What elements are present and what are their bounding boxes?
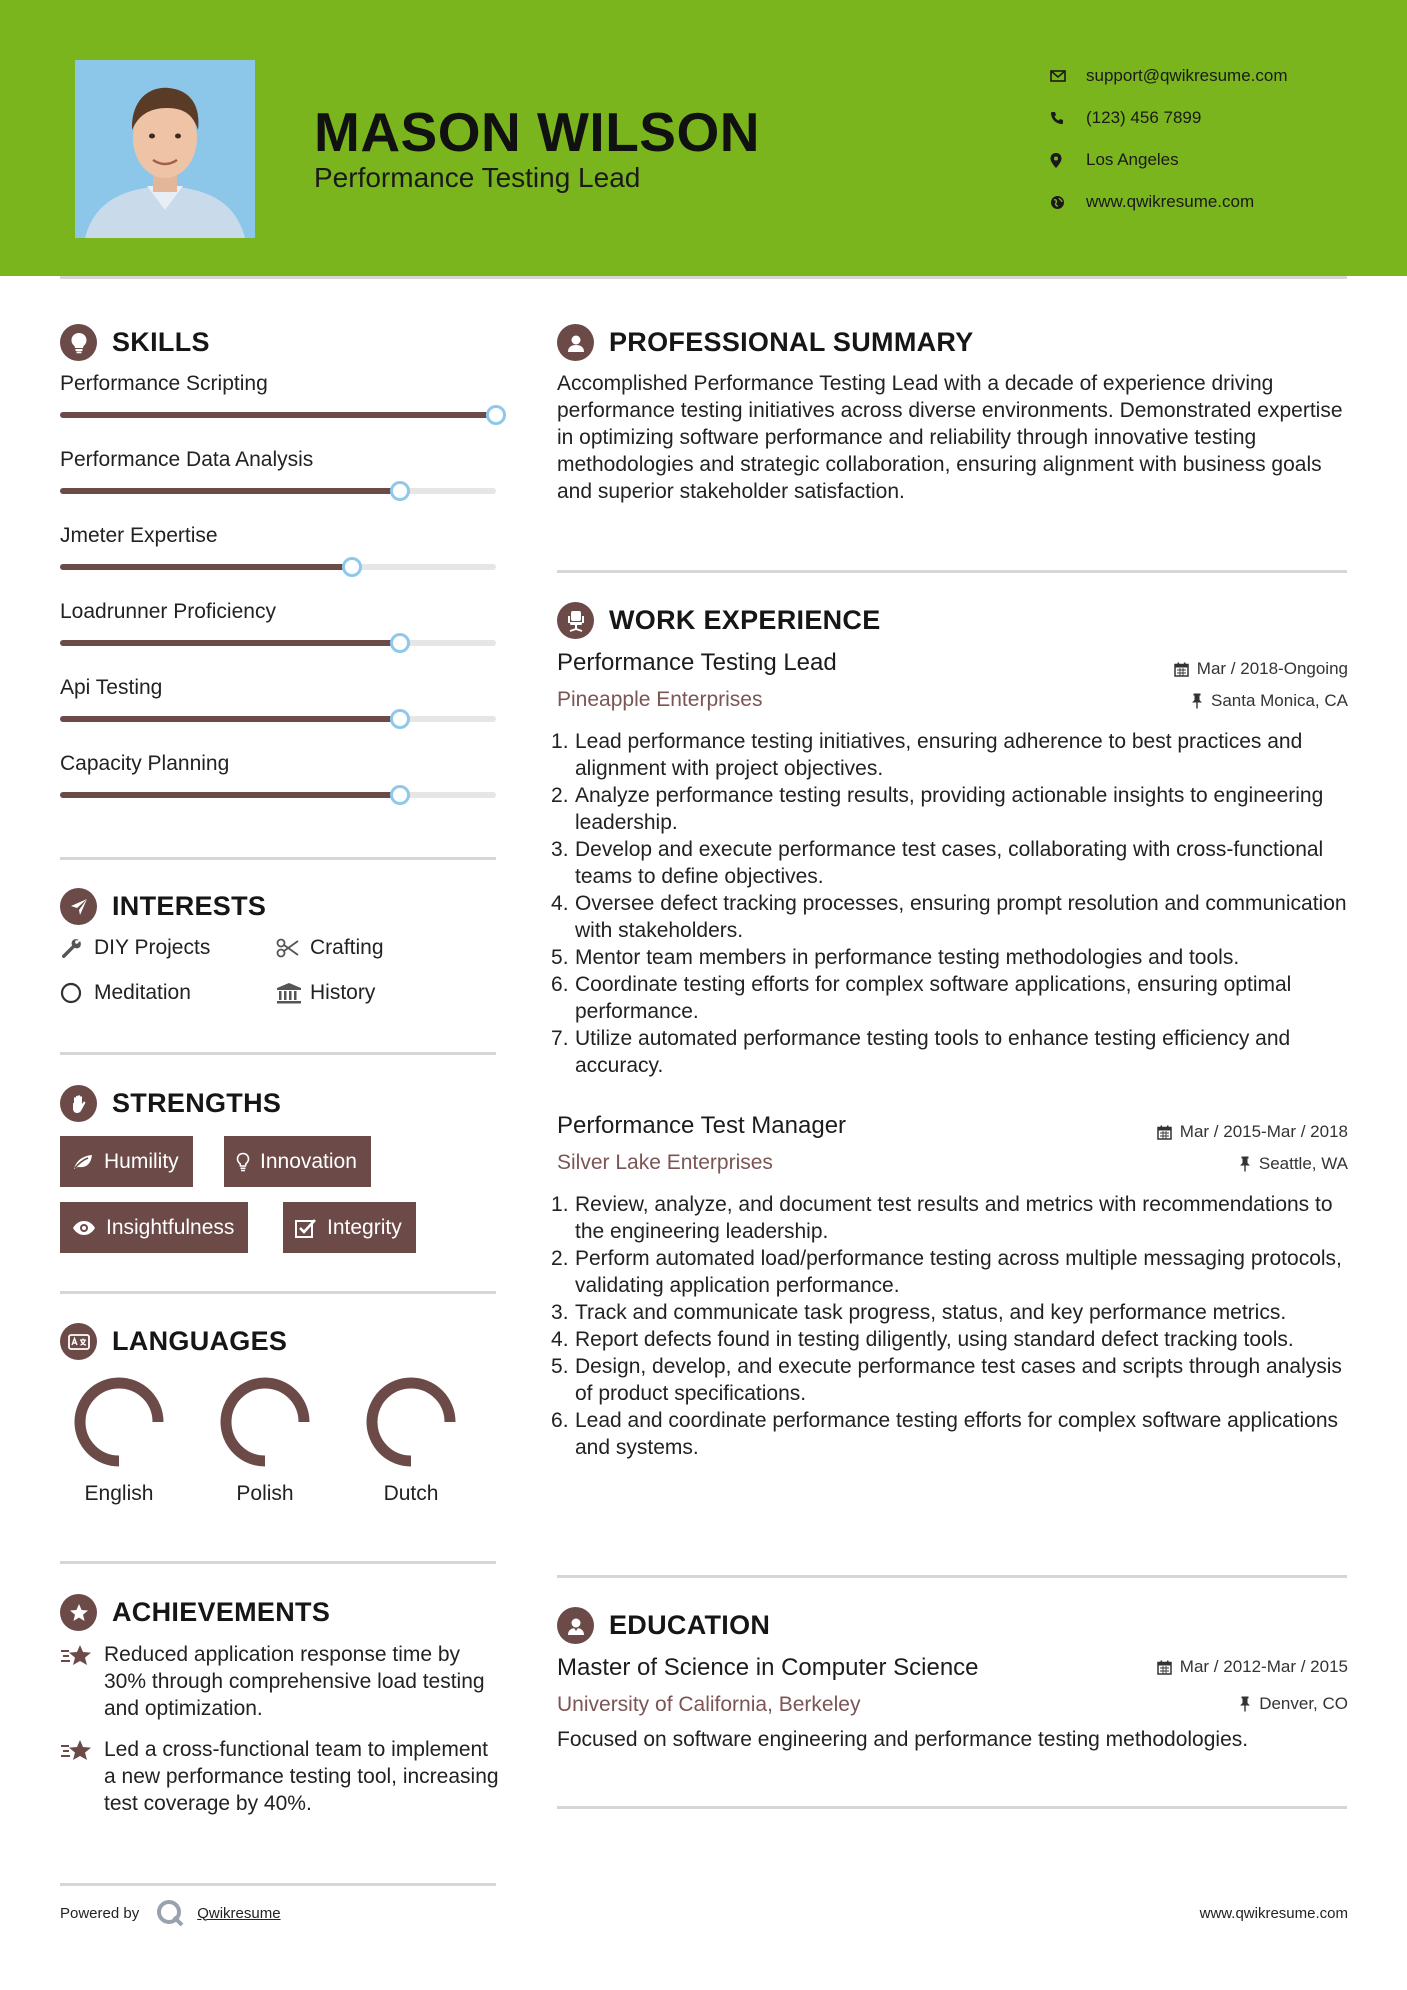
lightbulb-icon xyxy=(60,324,97,361)
contact-website[interactable] xyxy=(1050,181,1288,223)
job-title: Performance Test Manager xyxy=(557,1112,847,1139)
language-item xyxy=(351,1372,471,1506)
achievements-title: ACHIEVEMENTS xyxy=(112,1597,331,1627)
skills-divider xyxy=(60,857,496,860)
company-name: Pineapple Enterprises xyxy=(557,688,763,711)
duty-item: Lead and coordinate performance testing efforts for complex software applications and systems. xyxy=(575,1409,1339,1459)
interest-label: Meditation xyxy=(94,981,191,1004)
strength-label: Integrity xyxy=(327,1215,402,1239)
duty-item: Oversee defect tracking processes, ensuring prompt resolution and communication with stakeholders. xyxy=(575,892,1347,942)
interests-divider xyxy=(60,1052,496,1055)
education-divider xyxy=(557,1806,1347,1809)
achievements-divider xyxy=(60,1883,496,1886)
skill-bar xyxy=(60,792,496,798)
achievement-item xyxy=(60,1736,500,1817)
skill-name: Capacity Planning xyxy=(60,752,230,775)
summary-title: PROFESSIONAL SUMMARY xyxy=(609,327,974,357)
skill-bar-fill xyxy=(60,640,400,646)
pushpin-icon xyxy=(1191,693,1203,709)
skill-bar-fill xyxy=(60,792,400,798)
strength-label: Innovation xyxy=(260,1149,357,1173)
skill-name: Performance Data Analysis xyxy=(60,448,314,471)
job-location-text: Seattle, WA xyxy=(1258,1154,1348,1173)
skill-bar xyxy=(60,640,496,646)
qwikresume-logo-icon xyxy=(155,1898,185,1928)
candidate-name: MASON WILSON xyxy=(314,101,760,163)
skill-bar xyxy=(60,412,496,418)
graduate-icon xyxy=(557,1607,594,1644)
duty-item: Analyze performance testing results, providing actionable insights to engineering leadership. xyxy=(575,784,1324,834)
skill-item xyxy=(60,448,496,472)
contact-list xyxy=(1050,55,1288,223)
strength-label: Insightfulness xyxy=(106,1215,235,1239)
skill-bar xyxy=(60,564,496,570)
summary-heading xyxy=(557,324,974,361)
user-icon xyxy=(557,324,594,361)
resume-header xyxy=(0,0,1407,276)
duty-item: Report defects found in testing diligently, using standard defect tracking tools. xyxy=(575,1328,1294,1351)
contact-location xyxy=(1050,139,1288,181)
skill-bar-knob xyxy=(486,405,506,425)
skills-heading xyxy=(60,324,210,361)
calendar-icon xyxy=(1174,662,1189,677)
skill-bar-fill xyxy=(60,412,496,418)
duty-item: Mentor team members in performance testing methodologies and tools. xyxy=(575,946,1240,969)
calendar-icon xyxy=(1157,1125,1172,1140)
interest-label: DIY Projects xyxy=(94,936,211,959)
achievements-heading xyxy=(60,1594,330,1631)
language-item xyxy=(205,1372,325,1506)
strengths-divider xyxy=(60,1291,496,1294)
phone-icon xyxy=(1050,111,1086,125)
strength-chip xyxy=(283,1202,416,1253)
strength-label: Humility xyxy=(104,1149,179,1173)
achievement-text: Led a cross-functional team to implement a new performance testing tool, increasing test coverage by 40%. xyxy=(104,1738,499,1815)
envelope-icon xyxy=(1050,70,1086,82)
school-name: University of California, Berkeley xyxy=(557,1693,861,1716)
skills-title: SKILLS xyxy=(112,327,210,357)
education-location-text: Denver, CO xyxy=(1259,1694,1348,1713)
strengths-heading xyxy=(60,1085,281,1122)
skill-bar-knob xyxy=(390,785,410,805)
summary-divider xyxy=(557,570,1347,573)
bank-icon xyxy=(276,982,310,1004)
skill-item xyxy=(60,600,496,624)
contact-email-text: support@qwikresume.com xyxy=(1086,66,1288,85)
globe-icon xyxy=(1050,195,1086,210)
job-dates-text: Mar / 2015-Mar / 2018 xyxy=(1179,1122,1348,1141)
skill-name: Jmeter Expertise xyxy=(60,524,218,547)
job-duties-list xyxy=(575,1191,1350,1461)
skill-bar-knob xyxy=(390,481,410,501)
skill-bar-fill xyxy=(60,564,352,570)
skill-bar-fill xyxy=(60,488,400,494)
skill-name: Loadrunner Proficiency xyxy=(60,600,276,623)
skill-bar-knob xyxy=(342,557,362,577)
interest-label: Crafting xyxy=(310,936,384,959)
skill-item xyxy=(60,524,496,548)
check-square-icon xyxy=(295,1218,317,1238)
skill-bar xyxy=(60,716,496,722)
language-item xyxy=(59,1372,179,1506)
skill-bar-knob xyxy=(390,709,410,729)
skill-name: Performance Scripting xyxy=(60,372,268,395)
skill-bar-knob xyxy=(390,633,410,653)
experience-heading xyxy=(557,602,881,639)
hand-icon xyxy=(60,1085,97,1122)
footer-website-link[interactable]: www.qwikresume.com xyxy=(1199,1905,1348,1922)
skill-item xyxy=(60,676,496,700)
scissors-icon xyxy=(276,938,310,958)
languages-divider xyxy=(60,1561,496,1564)
powered-by-text: Powered by xyxy=(60,1904,140,1922)
office-chair-icon xyxy=(557,602,594,639)
strength-chip xyxy=(224,1136,371,1187)
paper-plane-icon xyxy=(60,888,97,925)
language-level-ring xyxy=(215,1372,315,1472)
calendar-icon xyxy=(1157,1660,1172,1675)
star-icon xyxy=(60,1736,104,1817)
skill-item xyxy=(60,372,496,396)
pushpin-icon xyxy=(1239,1696,1251,1712)
profile-photo xyxy=(75,60,255,238)
interest-item xyxy=(276,936,384,960)
summary-text: Accomplished Performance Testing Lead with a decade of experience driving performance testing initiatives across diverse environments. Demonstrated expertise in optimizing software performance and reliability through innovative testing methodologies and strategic collaboration, ensuring alignment with business goals and superior stakeholder satisfaction. xyxy=(557,372,1343,503)
language-card-icon xyxy=(60,1323,97,1360)
experience-title: WORK EXPERIENCE xyxy=(609,605,881,635)
skill-bar xyxy=(60,488,496,494)
candidate-job-title: Performance Testing Lead xyxy=(314,162,641,193)
job-duties-list xyxy=(575,728,1350,1079)
interest-item xyxy=(60,981,191,1005)
language-label: Polish xyxy=(236,1482,294,1505)
skill-item xyxy=(60,752,496,776)
duty-item: Design, develop, and execute performance test cases and scripts through analysis of product specifications. xyxy=(575,1355,1342,1405)
degree-title: Master of Science in Computer Science xyxy=(557,1654,979,1681)
duty-item: Coordinate testing efforts for complex software applications, ensuring optimal performance. xyxy=(575,973,1292,1023)
duty-item: Perform automated load/performance testing across multiple messaging protocols, validating application performance. xyxy=(575,1247,1342,1297)
circle-icon xyxy=(60,982,94,1004)
language-level-ring xyxy=(361,1372,461,1472)
job-dates xyxy=(1174,659,1348,679)
job-dates xyxy=(1157,1122,1348,1142)
job-dates-text: Mar / 2018-Ongoing xyxy=(1196,659,1348,678)
education-location xyxy=(1239,1694,1348,1714)
education-description: Focused on software engineering and performance testing methodologies. xyxy=(557,1728,1249,1751)
interests-heading xyxy=(60,888,266,925)
duty-item: Develop and execute performance test cases, collaborating with cross-functional teams to define objectives. xyxy=(575,838,1324,888)
experience-divider xyxy=(557,1575,1347,1578)
job-location-text: Santa Monica, CA xyxy=(1210,691,1348,710)
education-dates-text: Mar / 2012-Mar / 2015 xyxy=(1179,1657,1348,1676)
duty-item: Track and communicate task progress, status, and key performance metrics. xyxy=(575,1301,1287,1324)
contact-phone[interactable] xyxy=(1050,97,1288,139)
languages-heading xyxy=(60,1323,287,1360)
contact-website-text: www.qwikresume.com xyxy=(1086,192,1255,211)
qwikresume-brand-link[interactable]: Qwikresume xyxy=(197,1904,281,1922)
interest-label: History xyxy=(310,981,376,1004)
interests-title: INTERESTS xyxy=(112,891,267,921)
skill-bar-fill xyxy=(60,716,400,722)
company-name: Silver Lake Enterprises xyxy=(557,1151,773,1174)
star-badge-icon xyxy=(60,1594,97,1631)
strength-chip xyxy=(60,1202,248,1253)
contact-phone-text: (123) 456 7899 xyxy=(1086,108,1202,127)
map-marker-icon xyxy=(1050,153,1086,168)
language-level-ring xyxy=(69,1372,169,1472)
duty-item: Utilize automated performance testing tools to enhance testing efficiency and accuracy. xyxy=(575,1027,1291,1077)
eye-icon xyxy=(72,1220,96,1236)
job-location xyxy=(1191,691,1348,711)
star-icon xyxy=(60,1641,104,1722)
contact-location-text: Los Angeles xyxy=(1086,150,1179,169)
leaf-icon xyxy=(72,1153,94,1171)
header-divider xyxy=(60,276,1347,279)
job-location xyxy=(1239,1154,1348,1174)
education-title: EDUCATION xyxy=(609,1610,771,1640)
achievement-text: Reduced application response time by 30% through comprehensive load testing and optimization. xyxy=(104,1643,485,1720)
duty-item: Lead performance testing initiatives, ensuring adherence to best practices and alignment with project objectives. xyxy=(575,730,1303,780)
strength-chip xyxy=(60,1136,193,1187)
strengths-title: STRENGTHS xyxy=(112,1088,282,1118)
achievement-item xyxy=(60,1641,500,1722)
interest-item xyxy=(60,936,210,960)
language-label: English xyxy=(84,1482,154,1505)
lightbulb-icon xyxy=(236,1152,250,1172)
education-heading xyxy=(557,1607,770,1644)
education-dates xyxy=(1157,1657,1348,1677)
duty-item: Review, analyze, and document test results and metrics with recommendations to the engineering leadership. xyxy=(575,1193,1333,1243)
contact-email[interactable] xyxy=(1050,55,1288,97)
skill-name: Api Testing xyxy=(60,676,163,699)
interest-item xyxy=(276,981,375,1005)
languages-title: LANGUAGES xyxy=(112,1326,288,1356)
wrench-icon xyxy=(60,937,94,959)
pushpin-icon xyxy=(1239,1156,1251,1172)
language-label: Dutch xyxy=(383,1482,439,1505)
job-title: Performance Testing Lead xyxy=(557,649,837,676)
powered-by xyxy=(60,1898,281,1928)
